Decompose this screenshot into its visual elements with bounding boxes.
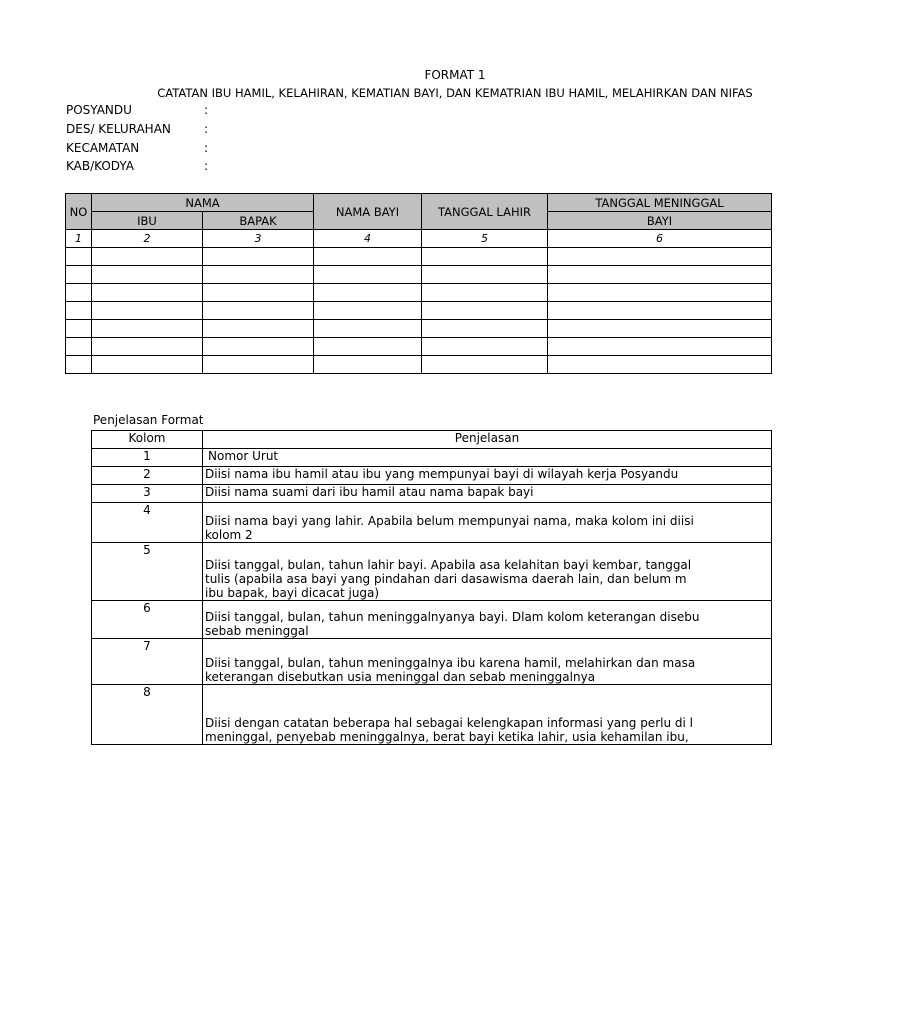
penjelasan-text: [203, 449, 772, 467]
cell[interactable]: [314, 320, 422, 338]
cell[interactable]: [92, 284, 203, 302]
info-colon: :: [204, 159, 209, 173]
cell[interactable]: [422, 302, 548, 320]
explanation-row: [92, 685, 772, 745]
table-row: [66, 266, 772, 284]
cell[interactable]: [422, 248, 548, 266]
header-nama-bayi: NAMA BAYI: [314, 194, 422, 230]
column-number: 2: [92, 230, 203, 248]
info-label-kelurahan: DES/ KELURAHAN: [66, 122, 171, 136]
header-no: NO: [66, 194, 92, 230]
cell[interactable]: [314, 284, 422, 302]
cell[interactable]: [548, 266, 772, 284]
cell[interactable]: [422, 338, 548, 356]
cell[interactable]: [92, 338, 203, 356]
cell[interactable]: [66, 284, 92, 302]
cell[interactable]: [203, 266, 314, 284]
penjelasan-line: keterangan disebutkan usia meninggal dan sebab meninggalnya: [205, 670, 596, 684]
cell[interactable]: [66, 338, 92, 356]
cell[interactable]: [92, 302, 203, 320]
document-subtitle: CATATAN IBU HAMIL, KELAHIRAN, KEMATIAN BAYI, DAN KEMATRIAN IBU HAMIL, MELAHIRKAN DAN NIFAS: [157, 86, 753, 100]
cell[interactable]: [548, 302, 772, 320]
cell[interactable]: [314, 248, 422, 266]
header-bayi: BAYI: [548, 212, 772, 230]
header-nama: NAMA: [92, 194, 314, 212]
cell[interactable]: [314, 266, 422, 284]
penjelasan-line: Diisi tanggal, bulan, tahun lahir bayi. Apabila asa kelahitan bayi kembar, tanggal: [205, 558, 692, 572]
penjelasan-line: tulis (apabila asa bayi yang pindahan dari dasawisma daerah lain, dan belum m: [205, 572, 687, 586]
table-row: [66, 248, 772, 266]
column-number: 4: [314, 230, 422, 248]
explanation-row: [92, 485, 772, 503]
explanation-row: [92, 449, 772, 467]
cell[interactable]: [66, 302, 92, 320]
column-number: 1: [66, 230, 92, 248]
table-row: [66, 356, 772, 374]
penjelasan-text: [203, 467, 772, 485]
cell[interactable]: [314, 356, 422, 374]
explanation-row: [92, 543, 772, 601]
header-penjelasan: Penjelasan: [203, 431, 772, 449]
cell[interactable]: [203, 338, 314, 356]
cell[interactable]: [422, 284, 548, 302]
penjelasan-text: [203, 685, 772, 745]
cell[interactable]: [66, 356, 92, 374]
explanation-row: [92, 639, 772, 685]
explanation-title: Penjelasan Format: [93, 413, 204, 427]
cell[interactable]: [548, 338, 772, 356]
info-colon: :: [204, 103, 209, 117]
cell[interactable]: [548, 320, 772, 338]
cell[interactable]: [203, 284, 314, 302]
column-number-row: [66, 230, 772, 248]
cell[interactable]: [203, 356, 314, 374]
cell[interactable]: [66, 248, 92, 266]
table-row: [66, 320, 772, 338]
column-number: 3: [203, 230, 314, 248]
cell[interactable]: [422, 320, 548, 338]
penjelasan-line: Diisi tanggal, bulan, tahun meninggalnya ibu karena hamil, melahirkan dan masa: [205, 656, 696, 670]
header-tanggal-meninggal: TANGGAL MENINGGAL: [548, 194, 772, 212]
penjelasan-line: Diisi tanggal, bulan, tahun meninggalnyanya bayi. Dlam kolom keterangan disebu: [205, 610, 700, 624]
cell[interactable]: [314, 338, 422, 356]
penjelasan-line: kolom 2: [205, 528, 253, 542]
penjelasan-line: Nomor Urut: [208, 449, 279, 463]
data-table: [65, 193, 772, 374]
header-bapak: BAPAK: [203, 212, 314, 230]
cell[interactable]: [92, 266, 203, 284]
format-title: FORMAT 1: [424, 68, 486, 82]
penjelasan-text: [203, 601, 772, 639]
cell[interactable]: [548, 248, 772, 266]
cell[interactable]: [92, 320, 203, 338]
cell[interactable]: [203, 248, 314, 266]
cell[interactable]: [422, 356, 548, 374]
kolom-number: 8: [92, 685, 203, 745]
info-label-kecamatan: KECAMATAN: [66, 141, 140, 155]
cell[interactable]: [203, 302, 314, 320]
penjelasan-line: meninggal, penyebab meninggalnya, berat bayi ketika lahir, usia kehamilan ibu,: [205, 730, 689, 744]
penjelasan-text: [203, 639, 772, 685]
penjelasan-text: [203, 485, 772, 503]
cell[interactable]: [66, 320, 92, 338]
penjelasan-line: Diisi dengan catatan beberapa hal sebagai kelengkapan informasi yang perlu di l: [205, 716, 693, 730]
cell[interactable]: [203, 320, 314, 338]
kolom-number: 6: [92, 601, 203, 639]
penjelasan-line: Diisi nama bayi yang lahir. Apabila belum mempunyai nama, maka kolom ini diisi: [205, 514, 694, 528]
cell[interactable]: [422, 266, 548, 284]
penjelasan-line: Diisi nama ibu hamil atau ibu yang mempunyai bayi di wilayah kerja Posyandu: [205, 467, 679, 481]
penjelasan-text: [203, 543, 772, 601]
header-ibu: IBU: [92, 212, 203, 230]
table-row: [66, 284, 772, 302]
header-kolom: Kolom: [92, 431, 203, 449]
cell[interactable]: [548, 356, 772, 374]
kolom-number: 2: [92, 467, 203, 485]
table-row: [66, 338, 772, 356]
info-colon: :: [204, 122, 209, 136]
penjelasan-line: sebab meninggal: [205, 624, 309, 638]
explanation-row: [92, 503, 772, 543]
kolom-number: 7: [92, 639, 203, 685]
info-label-posyandu: POSYANDU: [66, 103, 132, 117]
explanation-row: [92, 601, 772, 639]
header-tanggal-lahir: TANGGAL LAHIR: [422, 194, 548, 230]
kolom-number: 1: [92, 449, 203, 467]
table-row: [66, 302, 772, 320]
penjelasan-line: Diisi nama suami dari ibu hamil atau nama bapak bayi: [205, 485, 534, 499]
column-number: 6: [548, 230, 772, 248]
cell[interactable]: [66, 266, 92, 284]
cell[interactable]: [548, 284, 772, 302]
kolom-number: 4: [92, 503, 203, 543]
kolom-number: 3: [92, 485, 203, 503]
explanation-row: [92, 467, 772, 485]
kolom-number: 5: [92, 543, 203, 601]
explanation-table: [91, 430, 772, 745]
penjelasan-line: ibu bapak, bayi dicacat juga): [205, 586, 380, 600]
info-colon: :: [204, 141, 209, 155]
info-label-kabkodya: KAB/KODYA: [66, 159, 134, 173]
column-number: 5: [422, 230, 548, 248]
penjelasan-text: [203, 503, 772, 543]
cell[interactable]: [314, 302, 422, 320]
cell[interactable]: [92, 248, 203, 266]
cell[interactable]: [92, 356, 203, 374]
